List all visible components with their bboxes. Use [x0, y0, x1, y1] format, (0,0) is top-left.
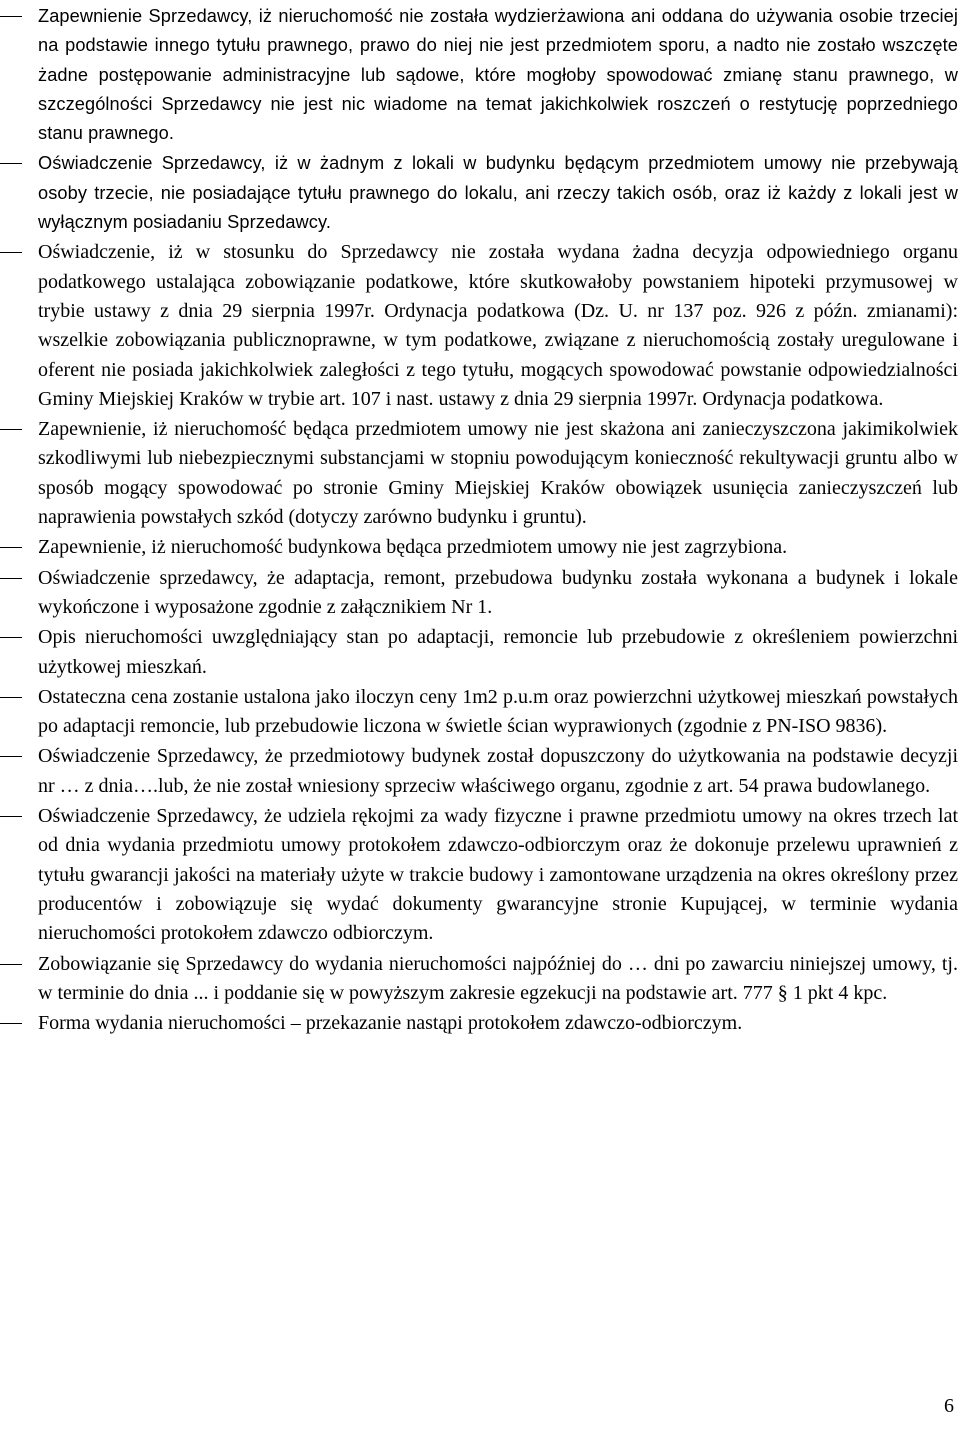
- clause-item: [0, 564, 958, 623]
- clause-item: [0, 1009, 958, 1038]
- clause-text: Oświadczenie Sprzedawcy, że przedmiotowy budynek został dopuszczony do użytkowania na podstawie decyzji nr … z dnia….lub, że nie został wniesiony sprzeciw właściwego organu, zgodnie z art. 54 prawa budowlanego.: [38, 745, 958, 797]
- clause-text: Zapewnienie, iż nieruchomość budynkowa będąca przedmiotem umowy nie jest zagrzybiona.: [38, 536, 788, 559]
- dash-bullet-icon: [0, 252, 22, 253]
- clause-item: [0, 950, 958, 1009]
- dash-bullet-icon: [0, 547, 22, 548]
- clause-item: [0, 683, 958, 742]
- dash-bullet-icon: [0, 163, 22, 164]
- clause-item: [0, 238, 958, 414]
- clause-text: Opis nieruchomości uwzględniający stan po adaptacji, remoncie lub przebudowie z określeniem powierzchni użytkowej mieszkań.: [38, 626, 958, 678]
- clause-text: Oświadczenie Sprzedawcy, iż w żadnym z lokali w budynku będącym przedmiotem umowy nie przebywają osoby trzecie, nie posiadające tytułu prawnego do lokalu, ani rzeczy takich osób, oraz iż każdy z lokali jest w wyłącznym posiadaniu Sprzedawcy.: [38, 153, 958, 233]
- clause-text: Oświadczenie, iż w stosunku do Sprzedawcy nie została wydana żadna decyzja odpowiedniego organu podatkowego ustalająca zobowiązanie podatkowe, które skutkowałoby powstaniem hipoteki przymusowej w trybie ustawy z dnia 29 sierpnia 1997r. Ordynacja podatkowa (Dz. U. nr 137 poz. 926 z późn. zmianami): wszelkie zobowiązania publicznoprawne, w tym podatkowe, związane z nieruchomością zostały uregulowane i oferent nie posiada jakichkolwiek zaległości z tego tytułu, mogących spowodować powstanie odpowiedzialności Gminy Miejskiej Kraków w trybie art. 107 i nast. ustawy z dnia 29 sierpnia 1997r. Ordynacja podatkowa.: [38, 241, 958, 410]
- dash-bullet-icon: [0, 578, 22, 579]
- dash-bullet-icon: [0, 1023, 22, 1024]
- clause-item: [0, 2, 958, 148]
- clause-text: Zobowiązanie się Sprzedawcy do wydania nieruchomości najpóźniej do … dni po zawarciu niniejszej umowy, tj. w terminie do dnia ... i poddanie się w powyższym zakresie egzekucji na podstawie art. 777 § 1 pkt 4 kpc.: [38, 952, 958, 1004]
- clause-text: Forma wydania nieruchomości – przekazanie nastąpi protokołem zdawczo-odbiorczym.: [38, 1012, 743, 1035]
- dash-bullet-icon: [0, 429, 22, 430]
- dash-bullet-icon: [0, 964, 22, 965]
- clause-item: [0, 802, 958, 948]
- clause-item: [0, 415, 958, 532]
- dash-bullet-icon: [0, 816, 22, 817]
- clause-list: [0, 2, 958, 1039]
- clause-text: Oświadczenie sprzedawcy, że adaptacja, remont, przebudowa budynku została wykonana a budynek i lokale wykończone i wyposażone zgodnie z załącznikiem Nr 1.: [38, 566, 958, 618]
- clause-item: [0, 149, 958, 237]
- clause-text: Oświadczenie Sprzedawcy, że udziela rękojmi za wady fizyczne i prawne przedmiotu umowy na okres trzech lat od dnia wydania przedmiotu umowy protokołem zdawczo-odbiorczym oraz że dokonuje przelewu uprawnień z tytułu gwarancji jakości na materiały użyte w trakcie budowy i zamontowane urządzenia na okres określony przez producentów i zobowiązuje się wydać dokumenty gwarancyjne stronie Kupującej, w terminie wydania nieruchomości protokołem zdawczo odbiorczym.: [38, 805, 958, 945]
- clause-item: [0, 623, 958, 682]
- clause-text: Ostateczna cena zostanie ustalona jako iloczyn ceny 1m2 p.u.m oraz powierzchni użytkowej mieszkań powstałych po adaptacji remoncie, lub przebudowie liczona w świetle ścian wyprawionych (zgodnie z PN-ISO 9836).: [38, 685, 958, 738]
- page-number: 6: [944, 1395, 954, 1417]
- clause-item: [0, 533, 958, 562]
- dash-bullet-icon: [0, 16, 22, 17]
- clause-text: Zapewnienie, iż nieruchomość będąca przedmiotem umowy nie jest skażona ani zanieczyszczona jakimikolwiek szkodliwymi lub niebezpiecznymi substancjami w stopniu powodującym konieczność rekultywacji gruntu albo w sposób mogący spowodować po stronie Gminy Miejskiej Kraków obowiązek usunięcia zanieczyszczeń lub naprawienia powstałych szkód (dotyczy zarówno budynku i gruntu).: [38, 418, 958, 529]
- clause-text: Zapewnienie Sprzedawcy, iż nieruchomość nie została wydzierżawiona ani oddana do używania osobie trzeciej na podstawie innego tytułu prawnego, prawo do niej nie jest przedmiotem sporu, a nadto nie zostało wszczęte żadne postępowanie administracyjne lub sądowe, które mogłoby spowodować zmianę stanu prawnego, w szczególności Sprzedawcy nie jest nic wiadome na temat jakichkolwiek roszczeń o restytucję poprzedniego stanu prawnego.: [38, 6, 958, 144]
- dash-bullet-icon: [0, 756, 22, 757]
- clause-item: [0, 742, 958, 801]
- dash-bullet-icon: [0, 697, 22, 698]
- dash-bullet-icon: [0, 637, 22, 638]
